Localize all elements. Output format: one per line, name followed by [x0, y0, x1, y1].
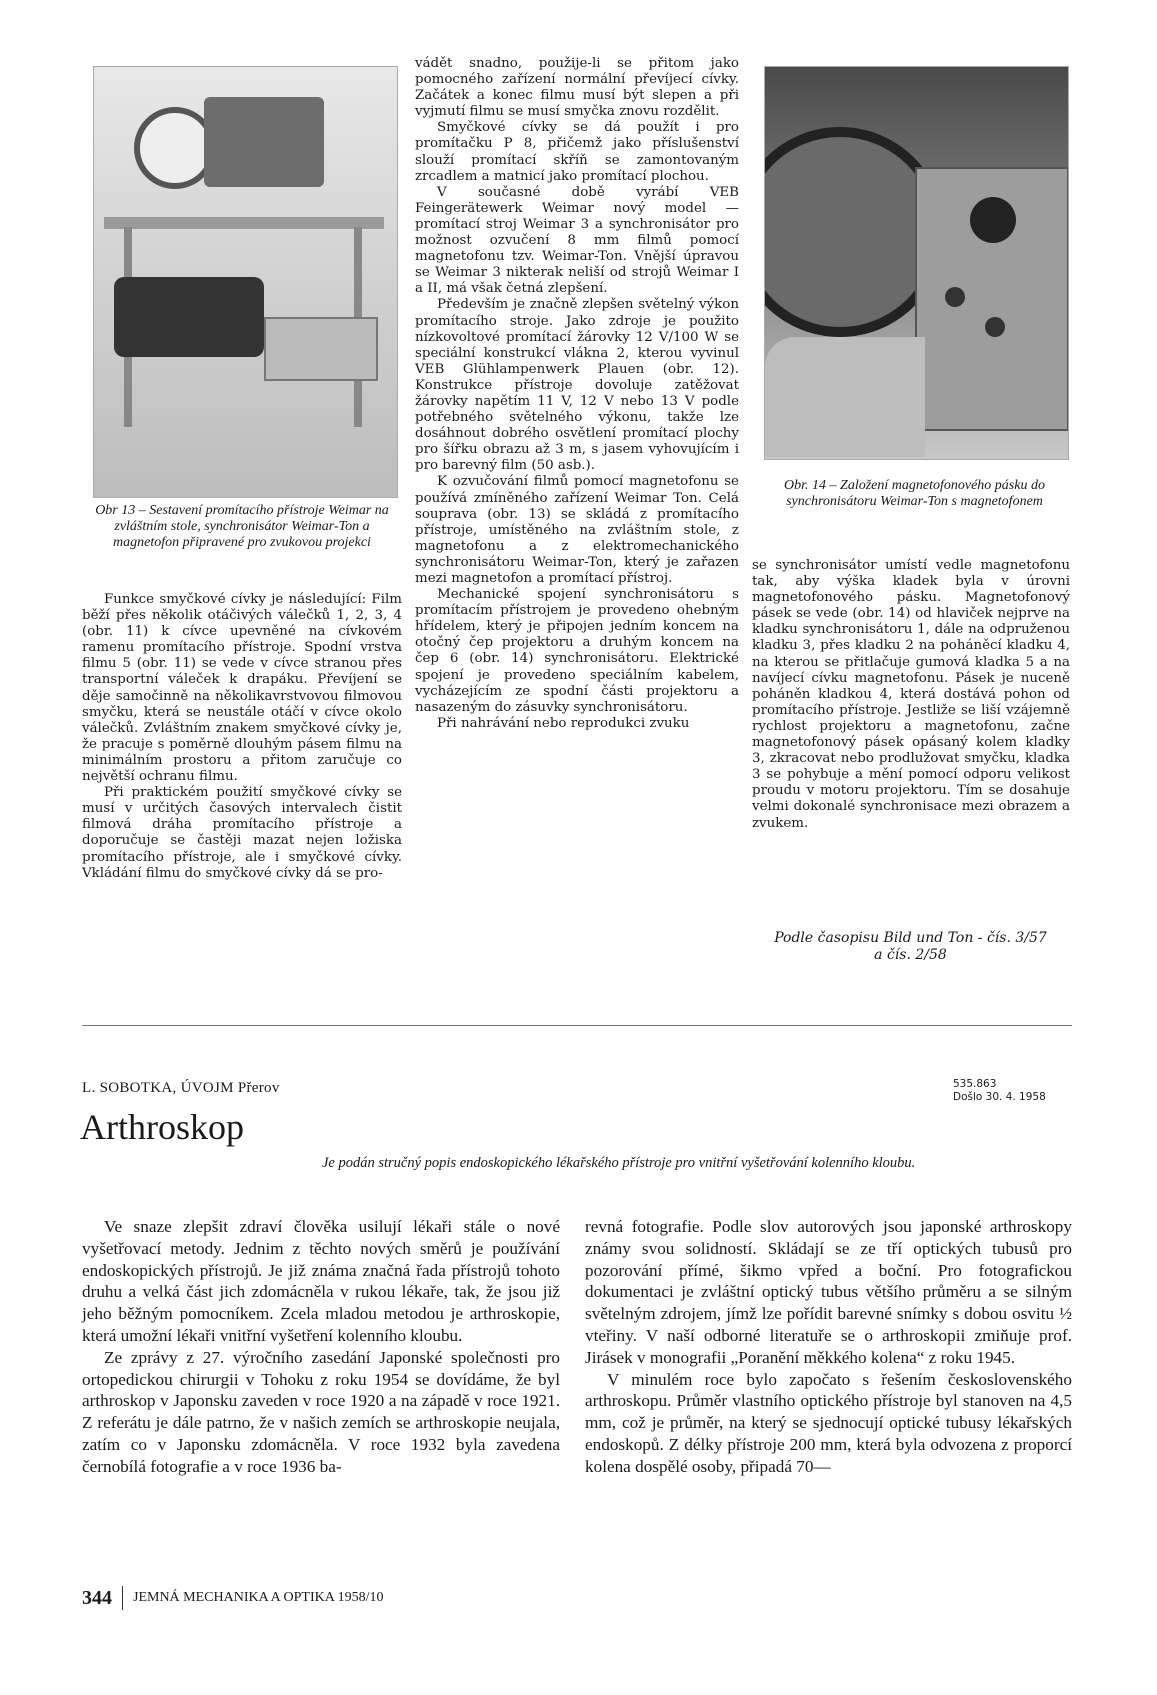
source-credit [748, 930, 1073, 964]
projector-body [204, 97, 324, 187]
paragraph: Při nahrávání nebo reprodukci zvuku [437, 715, 690, 731]
page-number: 344 [82, 1586, 112, 1609]
footer-divider [122, 1586, 123, 1610]
paragraph: Mechanické spojení synchronisátoru s promítacím přístrojem je provedeno ohebným hřídelem, který je připojen jedním koncem na otočný čep projektoru a druhým koncem na čep 6 (obr. 14) synchronisátoru. Elektrické spojení je provedeno speciálním kabelem, vycházejícím ze spodní části projektoru a nasazeným do zásuvky synchronisátoru. [415, 587, 739, 715]
paragraph: Ve snaze zlepšit zdraví člověka usilují lékaři stále o nové vyšetřovací metody. Jednim z těchto nových směrů je používání endoskopických přístrojů. Je již známa značná řada přístrojů tohoto druhu a velká část jich zdomácněla v rukou lékaře, tak, že jsou již jeho běžným pomocníkem. Zcela mladou metodou je arthroskopie, která umožní lékaři vnitřní vyšetření kolenního kloubu. [82, 1217, 560, 1345]
article-title: Arthroskop [80, 1107, 244, 1147]
journal-name: JEMNÁ MECHANIKA A OPTIKA 1958/10 [133, 1590, 384, 1605]
paragraph: Smyčkové cívky se dá použít i pro promítačku P 8, přičemž jako příslušenství slouží promítací skříň se zamontovaným zrcadlem a matnicí jako promítací plochou. [415, 120, 739, 184]
table-top [104, 217, 384, 229]
figure-14-caption: Obr. 14 – Založení magnetofonového pásku do synchronisátoru Weimar-Ton s magnetofonem [784, 478, 1045, 509]
paragraph: Ze zprávy z 27. výročního zasedání Japonské společnosti pro ortopedickou chirurgii v Tohoku z roku 1954 se dovídáme, že byl arthroskop v Japonsku zaveden v roce 1920 a na západě v roce 1921. Z referátu je dále patrno, že v našich zemích se arthroskopie neujala, zatím co v Japonsku zdomácněla. V roce 1932 byla zavedena černobílá fotografie a v roce 1936 ba- [82, 1347, 560, 1476]
synchronizer-knob [970, 197, 1016, 243]
paragraph: Při praktickém použití smyčkové cívky se musí v určitých časových intervalech čistit filmová dráha promítacího přístroje a doporučuje se častěji mazat nejen ložiska promítacího přístroje, ale i smyčkové cívky. Vkládání filmu do smyčkové cívky dá se pro- [82, 785, 402, 881]
article-column-right [585, 1216, 1072, 1478]
figure-13-caption: Obr 13 – Sestavení promítacího přístroje Weimar na zvláštním stole, synchronisátor Weimar-Ton a magnetofon připravené pro zvukovou projekci [95, 503, 389, 550]
paragraph: Především je značně zlepšen světelný výkon promítacího stroje. Jako zdroje je použito nízkovoltové promítací žárovky 12 V/100 W se speciální konstrukcí vlákna 2, kterou vyvinul VEB Glühlampenwerk Plauen (obr. 12). Konstrukce přístroje dovoluje zatěžovat žárovky napětím 11 V, 12 V nebo 13 V podle potřebného světelného výkonu, takže lze dosáhnout dobrého osvětlení promítací plochy pro šířku obrazu až 3 m, s jasem vyhovujícím i pro barevný film (50 asb.). [415, 297, 739, 474]
paragraph: Funkce smyčkové cívky je následující: Film běží přes několik otáčivých válečků 1, 2, 3, 4 (obr. 11) k cívce upevněné na cívkovém ramenu promítacího přístroje. Spodní vrstva filmu 5 (obr. 11) se vede v cívce stranou přes transportní váleček k drapáku. Převíjení se děje samočinně na několikavrstvovou filmovou smyčku, která se neustále otáčí v cívce okolo válečků. Zvláštním znakem smyčkové cívky je, že pracuje s poměrně dlouhým pásem filmu na minimálním prostoru a přitom zaručuje co největší ochranu filmu. [82, 592, 402, 785]
pulley [985, 317, 1005, 337]
figure-14-photo [764, 66, 1069, 460]
figure-13-photo [93, 66, 398, 498]
column-2-text [415, 56, 739, 732]
page-footer [82, 1585, 383, 1611]
tape-recorder [114, 277, 264, 357]
article-abstract: Je podán stručný popis endoskopického lékařského přístroje pro vnitřní vyšetřování kolenního kloubu. [322, 1155, 916, 1171]
recorder-base [765, 337, 925, 457]
paragraph: revná fotografie. Podle slov autorových jsou japonské arthroskopy známy svou solidností. Skládají se ze tří optických tubusů pro pozorování přímé, šikmo vpřed a boční. Pro fotografickou dokumentaci je zvláštní optický tubus většího průměru a se silným světelným zdrojem, jímž lze pořídit barevné snímky s dobou osvitu ½ vteřiny. V naší odborné literatuře se o arthroskopii zmiňuje prof. Jirásek v monografii „Poranění měkkého kolena“ z roku 1945. [585, 1217, 1072, 1367]
udc-code: 535.863 [953, 1078, 997, 1090]
column-3-text [752, 558, 1070, 832]
article-column-left [82, 1216, 560, 1478]
column-1-text [82, 592, 402, 882]
paragraph: K ozvučování filmů pomocí magnetofonu se používá zmíněného zařízení Weimar Ton. Celá souprava (obr. 13) se skládá z promítacího přístroje, umístěného na zvláštním stole, z magnetofonu a z elektromechanického synchronisátoru Weimar-Ton, který je zařazen mezi magnetofon a promítací přístroj. [415, 474, 739, 586]
pulley [945, 287, 965, 307]
paragraph: V minulém roce bylo započato s řešením československého arthroskopu. Průměr vlastního optického přístroje byl stanoven na 4,5 mm, což je průměr, na který se sjednocují optické tubusy lékařských endoskopů. Z délky přístroje 200 mm, která byla odvozena z proporcí kolena dospělé osoby, připadá 70— [585, 1369, 1072, 1476]
article-meta [953, 1078, 1071, 1104]
paragraph: vádět snadno, použije-li se přitom jako pomocného zařízení normální převíjecí cívky. Začátek a konec filmu musí být slepen a při vyjmutí filmu se musí smyčka znovu rozdělit. [415, 56, 739, 120]
article-author: L. SOBOTKA, ÚVOJM Přerov [82, 1080, 280, 1096]
paragraph: se synchronisátor umístí vedle magnetofonu tak, aby výška kladek byla v úrovni magnetofonového pásku. Magnetofonový pásek se vede (obr. 14) od hlaviček nejprve na kladku synchronisátoru 1, dále na odpruženou kladku 3, přes kladku 2 na poháněcí kladku 4, na kterou se přitlačuje gumová kladka 5 a na navíjecí cívku magnetofonu. Pásek je nuceně poháněn kladkou 4, která dostává pohon od promítacího přístroje. Jestliže se liší vzájemně rychlost projektoru a magnetofonu, začne magnetofonový pásek opásaný kolem kladky 3, zkracovat nebo prodlužovat smyčku, kladka 3 se pohybuje a mění pomocí odporu velikost proudu v motoru projektoru. Tím se dosahuje velmi dokonalé synchronisace mezi obrazem a zvukem. [752, 558, 1070, 831]
received-date: Došlo 30. 4. 1958 [953, 1091, 1046, 1103]
credit-line-1: Podle časopisu Bild und Ton - čís. 3/57 [774, 930, 1047, 946]
section-divider [82, 1025, 1072, 1026]
credit-line-2: a čís. 2/58 [874, 947, 947, 963]
synchronizer-box [264, 317, 378, 381]
paragraph: V současné době vyrábí VEB Feingerätewerk Weimar nový model — promítací stroj Weimar 3 a synchronisátor pro možnost ozvučení 8 mm filmů pomocí magnetofonu tzv. Weimar-Ton. Vnější úpravou se Weimar 3 nikterak neliší od strojů Weimar I a II, má však četná zlepšení. [415, 184, 739, 297]
